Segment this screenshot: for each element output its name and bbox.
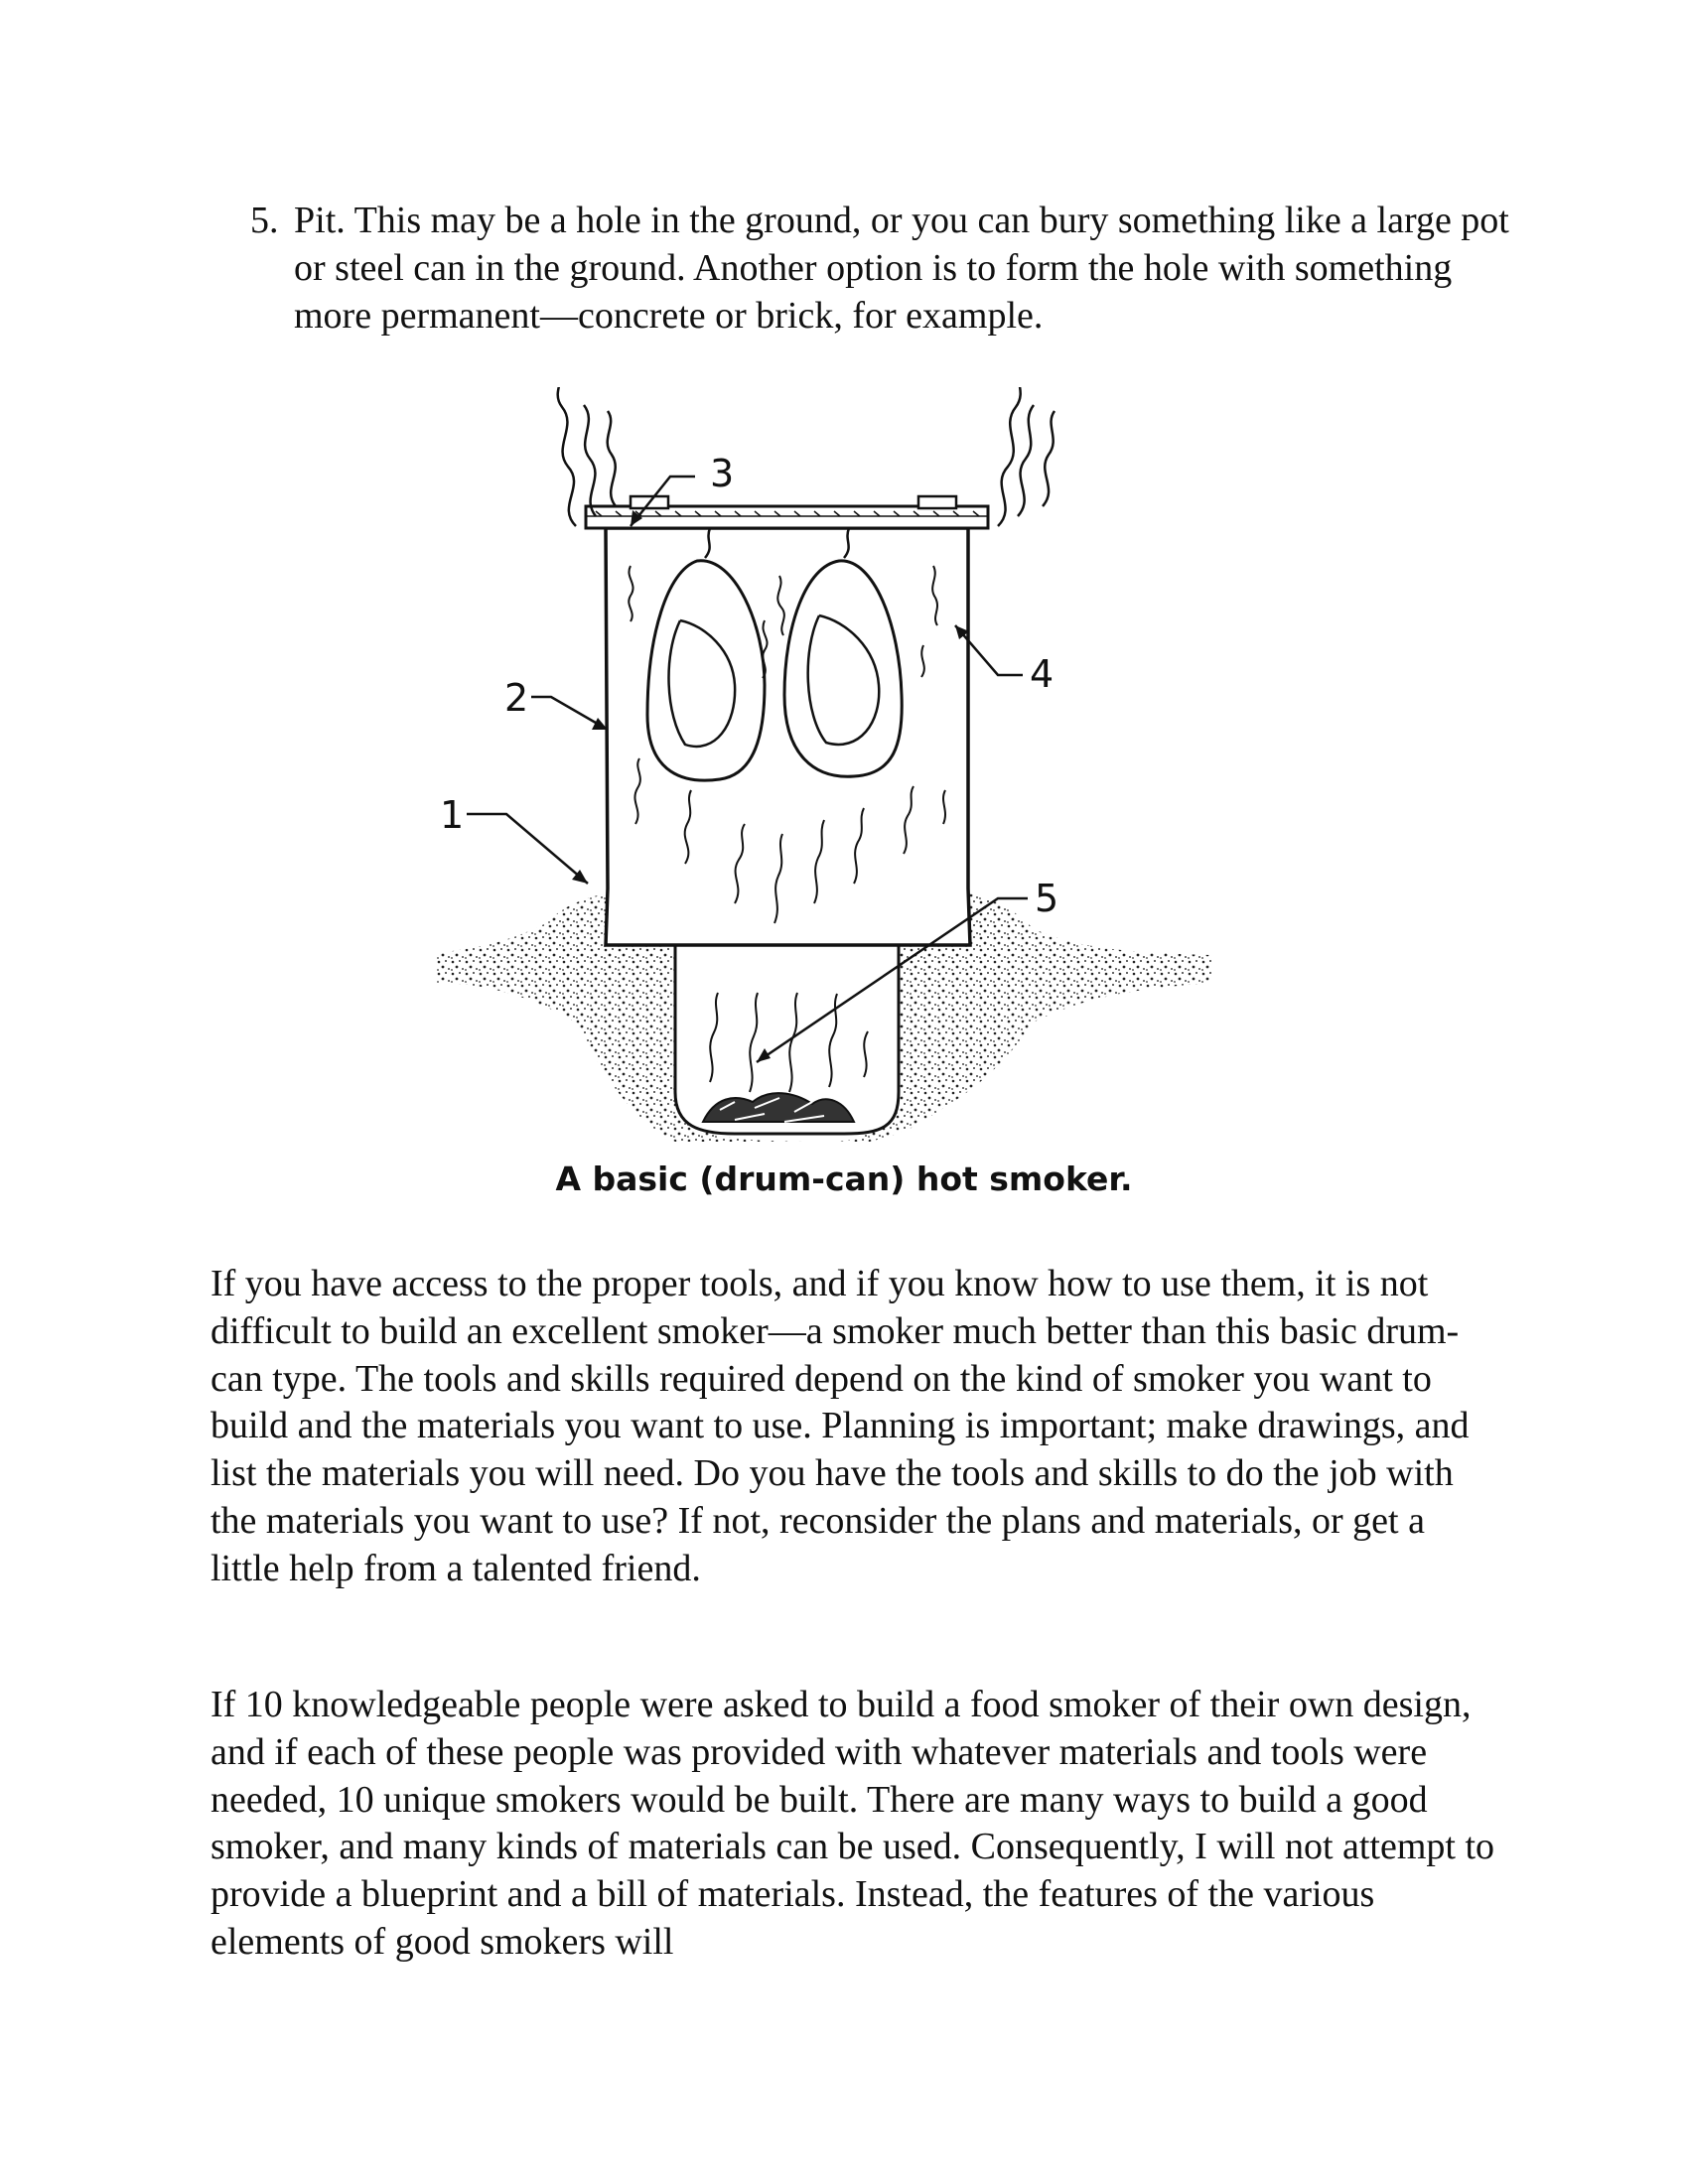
callout-4: 4 [1030, 652, 1055, 696]
list-item-5 [250, 197, 1531, 340]
list-item-number: 5. [250, 200, 279, 241]
lid-plate [586, 506, 988, 528]
callout-5: 5 [1035, 877, 1059, 920]
callout-2: 2 [504, 676, 529, 720]
smoker-illustration [437, 387, 1251, 1142]
paragraph-2: If 10 knowledgeable people were asked to build a food smoker of their own design, and if each of these people was provided with whatever materials and tools were needed, 10 unique smokers would be built. There are many ways to build a good smoker, and many kinds of materials can be used. Consequently, I will not attempt to provide a blueprint and a bill of materials. Instead, the features of the various elements of good smokers will [211, 1684, 1495, 1963]
figure-caption: A basic (drum-can) hot smoker. [555, 1160, 1133, 1198]
callout-1: 1 [440, 793, 465, 837]
leader-1 [467, 814, 588, 884]
callout-3: 3 [710, 452, 735, 495]
list-item-text: Pit. This may be a hole in the ground, or you can bury something like a large pot or steel can in the ground. Another option is to form the hole with something more permanent—concrete or brick, for example. [294, 200, 1509, 337]
paragraph-1: If you have access to the proper tools, and if you know how to use them, it is not difficult to build an excellent smoker—a smoker much better than this basic drum-can type. The tools and skills required depend on the kind of smoker you want to build and the materials you want to use. Planning is important; make drawings, and list the materials you will need. Do you have the tools and skills to do the job with the materials you want to use? If not, reconsider the plans and materials, or get a little help from a talented friend. [211, 1263, 1470, 1589]
